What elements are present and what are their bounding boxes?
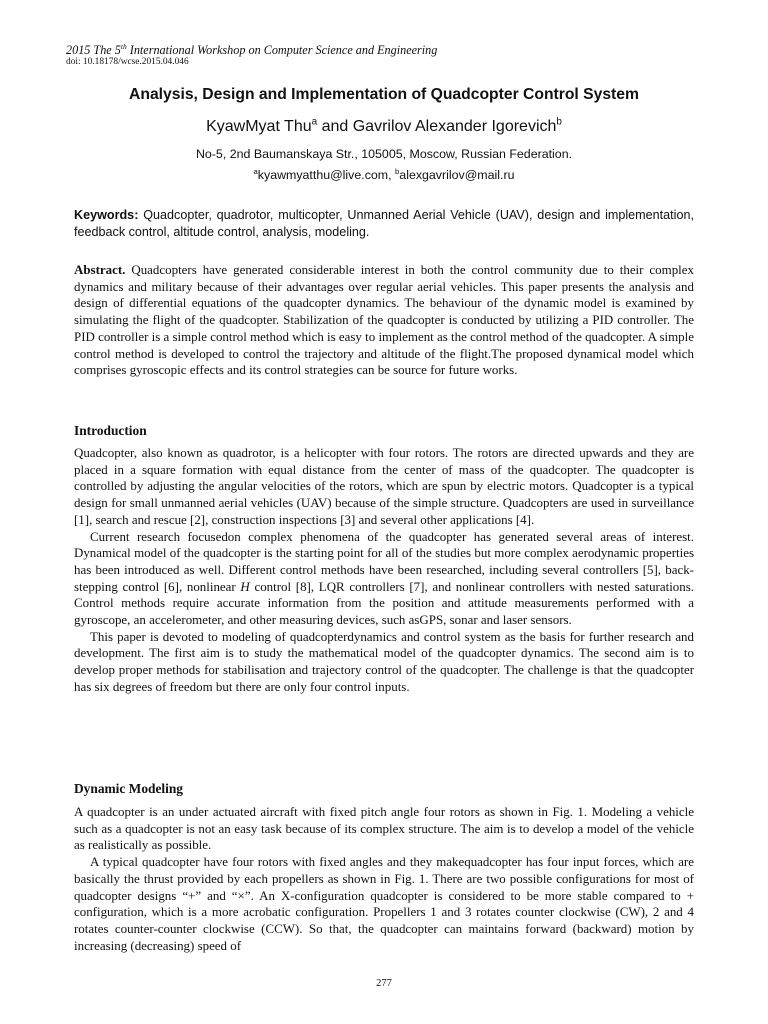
introduction-paragraph-2 [74,529,694,629]
intro-p2-text-after: control [8], LQR controllers [7], and nonlinear controllers with nested saturations. Control methods require accurate information from the position and attitude measurements performed with a gyroscope, an accelerometer, and other measuring devices, such asGPS, sonar and laser sensors. [74,578,695,628]
abstract-block [74,262,694,379]
introduction-heading: Introduction [74,423,147,438]
author-1-name: KyawMyat Thu [206,118,312,135]
author-2-sup: b [556,116,562,128]
abstract-label: Abstract. [74,262,126,277]
introduction-paragraph-3: This paper is devoted to modeling of quadcopterdynamics and control system as the basis for further research and development. The first aim is to study the mathematical model of the quadcopter dynamics. The second aim is to develop proper methods for stabilisation and trajectory control of the quadcopter. The challenge is that the quadcopter has six degrees of freedom but there are only four control inputs. [74,628,694,694]
keywords-label: Keywords: [74,208,139,222]
dynamic-modeling-paragraph-2: A typical quadcopter have four rotors with fixed angles and they makequadcopter has four input forces, which are basically the thrust provided by each propellers as shown in Fig. 1. There are two possible configurations for most of quadcopter designs “+” and “×”. An X-configuration quadcopter is considered to be more stable compared to + configuration, which is a more acrobatic configuration. Propellers 1 and 3 rotates counter clockwise (CW), 2 and 4 rotates counter-counter clockwise (CCW). So that, the quadcopter can maintains forward (backward) motion by increasing (decreasing) speed of [74,854,694,953]
paper-page [66,0,695,1024]
keywords-text: Quadcopter, quadrotor, multicopter, Unmanned Aerial Vehicle (UAV), design and implementation, feedback control, altitude control, analysis, modeling. [74,208,694,239]
email-a: kyawmyatthu@live.com [257,168,389,182]
intro-p2-text-before: Current research focusedon complex phenomena of the quadcopter has generated several areas of interest. Dynamical model of the quadcopter is the starting point for all of the studies but more complex aerodynamic properties has been introduced as well. Different control methods have been researched, including several controllers [5], back- stepping control [6], nonlinear [74,528,694,594]
paper-title: Analysis, Design and Implementation of Quadcopter Control System [129,86,639,103]
email-line [74,168,694,182]
dynamic-modeling-body [74,804,694,954]
introduction-paragraph-1: Quadcopter, also known as quadrotor, is a helicopter with four rotors. The rotors are directed upwards and they are placed in a square formation with equal distance from the center of mass of the quadcopter. The quadcopter is controlled by adjusting the angular velocities of the rotors, which are spun by electric motors. Quadcopter is a typical design for small unmanned aerial vehicles (UAV) because of the simple structure. Quadcopters are used in surveillance [1], search and rescue [2], construction inspections [3] and several other applications [4]. [74,445,694,527]
conference-line [66,43,437,58]
doi-line: doi: 10.18178/wcse.2015.04.046 [66,57,189,67]
email-separator: , [388,168,396,182]
author-line [74,118,694,136]
h-infinity-symbol: H [240,578,250,594]
conference-prefix: 2015 The 5 [66,43,121,57]
author-1-sup: a [311,116,318,128]
affiliation: No-5, 2nd Baumanskaya Str., 105005, Moscow, Russian Federation. [195,147,573,161]
dynamic-modeling-paragraph-1: A quadcopter is an under actuated aircraft with fixed pitch angle four rotors as shown in Fig. 1. Modeling a vehicle such as a quadcopter is not an easy task because of its complex structure. The aim is to develop a model of the vehicle as realistically as possible. [74,804,694,853]
email-b-sup: b [395,166,400,176]
introduction-body [74,445,694,696]
keywords-block [74,207,694,241]
email-b: alexgavrilov@mail.ru [399,168,515,182]
abstract-text: Quadcopters have generated considerable interest in both the control community due to their complex dynamics and military because of their advantages over regular aerial vehicles. This paper presents the analysis and design of differential equations of the quadcopter dynamics. The behaviour of the dynamic model is examined by simulating the flight of the quadcopter. Stabilization of the quadcopter is conducted by utilizing a PID controller. The PID controller is a simple control method which is easy to implement as the control method of the quadcopter. A simple control method is developed to control the trajectory and altitude of the flight.The proposed dynamical model which comprises gyroscopic effects and its control strategies can be source for future works. [74,262,694,378]
dynamic-modeling-heading: Dynamic Modeling [74,781,183,796]
author-2-name: Gavrilov Alexander Igorevich [352,118,557,135]
conference-ordinal-sup: th [120,41,127,51]
conference-suffix: International Workshop on Computer Science and Engineering [126,43,438,57]
author-joiner: and [317,118,353,135]
page-number: 277 [376,978,392,989]
email-a-sup: a [253,166,258,176]
